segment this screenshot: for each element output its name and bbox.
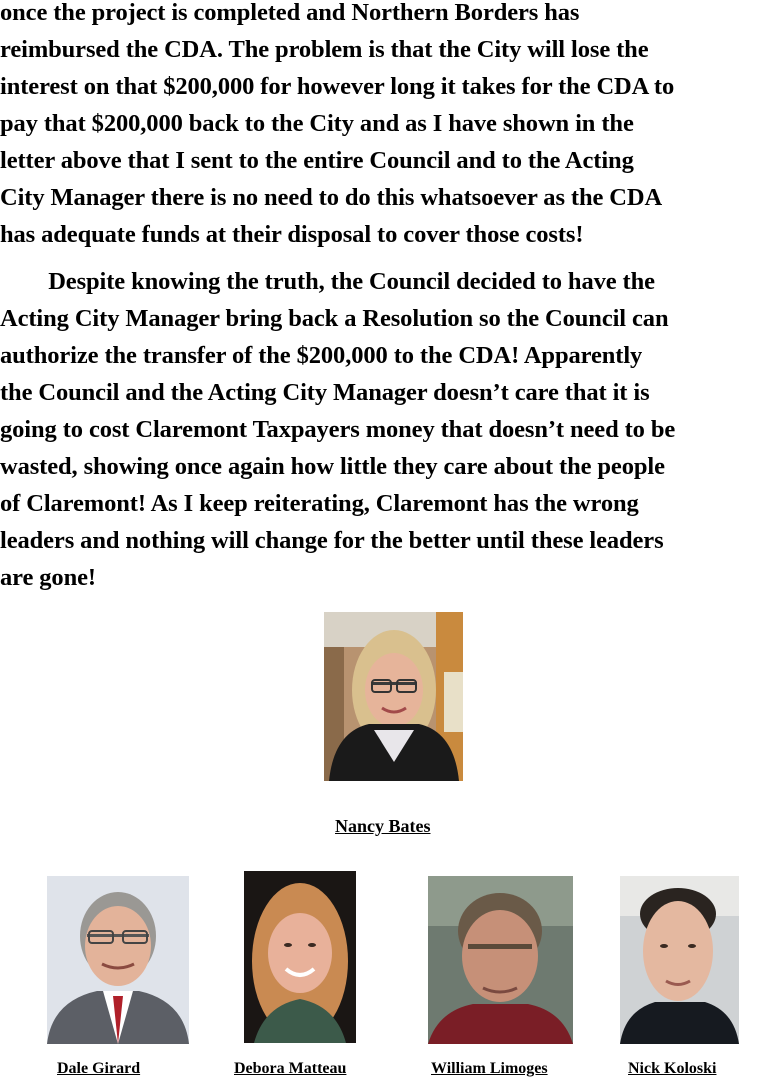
caption-dale-girard: Dale Girard — [57, 1060, 141, 1077]
caption-debora-matteau: Debora Matteau — [234, 1060, 347, 1077]
text-line: going to cost Claremont Taxpayers money that doesn’t need to be — [0, 416, 676, 443]
caption-william-limoges: William Limoges — [431, 1060, 548, 1077]
text-line: once the project is completed and Northern Borders has — [0, 0, 580, 26]
paragraph-2 — [0, 263, 783, 596]
text-line: of Claremont! As I keep reiterating, Claremont has the wrong — [0, 490, 639, 517]
portrait-nick-koloski — [620, 876, 739, 1044]
text-line: Acting City Manager bring back a Resolution so the Council can — [0, 305, 669, 332]
text-line: interest on that $200,000 for however long it takes for the CDA to — [0, 73, 675, 100]
text-line: Despite knowing the truth, the Council decided to have the — [0, 268, 655, 295]
text-line: letter above that I sent to the entire Council and to the Acting — [0, 147, 634, 174]
text-line: reimbursed the CDA. The problem is that the City will lose the — [0, 36, 649, 63]
caption-featured: Nancy Bates — [335, 816, 431, 836]
text-line: authorize the transfer of the $200,000 to the CDA! Apparently — [0, 342, 643, 369]
portrait-william-limoges — [428, 876, 573, 1044]
paragraph-1 — [0, 0, 783, 253]
caption-nick-koloski: Nick Koloski — [628, 1060, 717, 1077]
text-line: are gone! — [0, 564, 96, 591]
portrait-debora-matteau — [244, 871, 356, 1043]
text-line: wasted, showing once again how little they care about the people — [0, 453, 665, 480]
text-line: pay that $200,000 back to the City and as I have shown in the — [0, 110, 634, 137]
portrait-nancy-bates — [324, 612, 463, 781]
text-line: the Council and the Acting City Manager doesn’t care that it is — [0, 379, 650, 406]
text-line: leaders and nothing will change for the better until these leaders — [0, 527, 664, 554]
text-line: City Manager there is no need to do this whatsoever as the CDA — [0, 184, 663, 211]
text-line: has adequate funds at their disposal to cover those costs! — [0, 221, 584, 248]
portrait-dale-girard — [47, 876, 189, 1044]
